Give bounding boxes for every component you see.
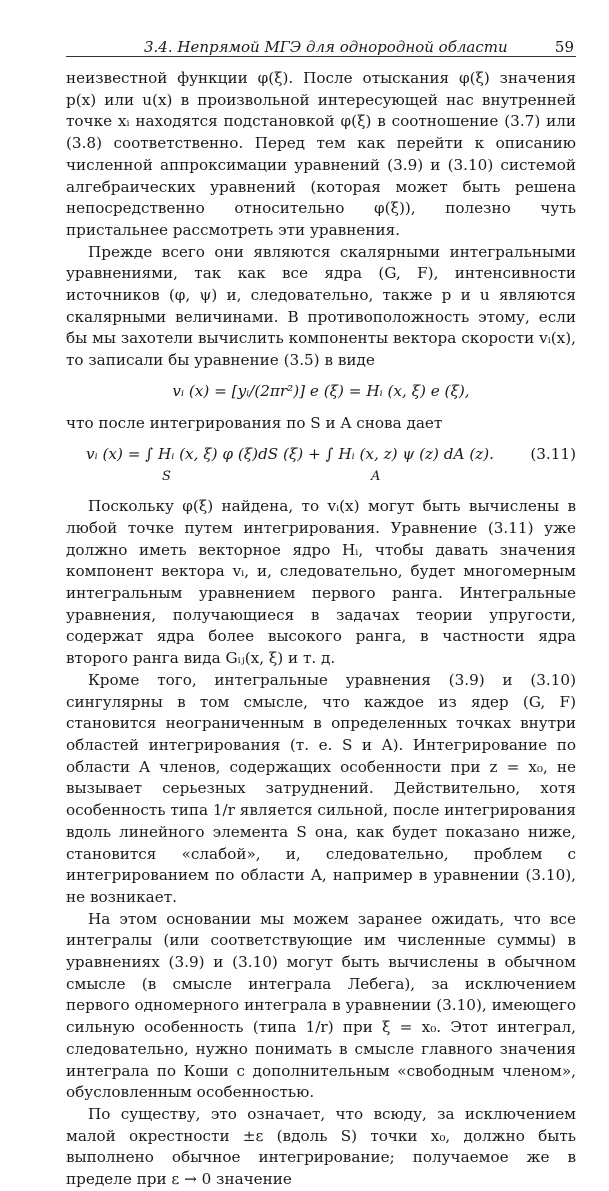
equation-3-11-body: vᵢ (x) = ∫ Hᵢ (x, ξ) φ (ξ)dS (ξ) + ∫ Hᵢ (x, z) ψ (z) dA (z). xyxy=(86,445,495,464)
equation-3-11 xyxy=(66,438,576,488)
equation-velocity: vᵢ (x) = [yᵢ/(2πr²)] e (ξ) = Hᵢ (x, ξ) e (ξ), xyxy=(172,381,470,400)
paragraph-1: неизвестной функции φ(ξ). После отыскания φ(ξ) значения p(x) или u(x) в произвольной интересующей нас внутренней точке xᵢ находятся подстановкой φ(ξ) в соотношение (3.7) или (3.8) соответственно. Перед тем как перейти к описанию численной аппроксимации уравнений (3.9) и (3.10) системой алгебраических уравнений (которая может быть решена непосредственно относительно φ(ξ)), полезно чуть пристальнее рассмотреть эти уравнения. xyxy=(66,69,576,239)
paragraph-2: Прежде всего они являются скалярными интегральными уравнениями, так как все ядра (G, F), интенсивности источников (φ, ψ) и, следовательно, также p и u являются скалярными величинами. В противоположность этому, если бы мы захотели вычислить компоненты вектора скорости vᵢ(x), то записали бы уравнение (3.5) в виде xyxy=(66,242,576,370)
running-header xyxy=(66,32,576,57)
paragraph-7: По существу, это означает, что всюду, за исключением малой окрестности ±ε (вдоль S) точки x₀, должно быть выполнено обычное интегрирование; получаемое же в пределе при ε → 0 значение xyxy=(66,1104,576,1189)
page-body xyxy=(66,68,576,1191)
paragraph-4: Поскольку φ(ξ) найдена, то vᵢ(x) могут быть вычислены в любой точке путем интегрирования. Уравнение (3.11) уже должно иметь векторное ядро Hᵢ, чтобы давать значения компонент вектора vᵢ, и, следовательно, будет многомерным интегральным уравнением первого ранга. Интегральные уравнения, получающиеся в задачах теории упругости, содержат ядра более высокого ранга, в частности ядра второго ранга вида Gᵢⱼ(x, ξ) и т. д. xyxy=(66,497,576,668)
section-title: 3.4. Непрямой МГЭ для однородной области xyxy=(144,38,508,56)
page-number: 59 xyxy=(554,38,574,56)
paragraph-5: Кроме того, интегральные уравнения (3.9) и (3.10) сингулярны в том смысле, что каждое из ядер (G, F) становится неограниченным в определенных точках внутри областей интегрирования (т. е. S и A). Интегрирование по области A членов, содержащих особенности при z = x₀, не вызывает серьезных затруднений. Действительно, хотя особенность типа 1/r является сильной, после интегрирования вдоль линейного элемента S она, как будет показано ниже, становится «слабой», и, следовательно, проблем с интегрированием по области A, например в уравнении (3.10), не возникает. xyxy=(66,670,576,906)
integral-subscript-s: S xyxy=(162,469,171,485)
integral-subscript-a: A xyxy=(371,469,381,485)
paragraph-3: что после интегрирования по S и A снова дает xyxy=(66,413,443,432)
paragraph-6: На этом основании мы можем заранее ожидать, что все интегралы (или соответствующие им численные суммы) в уравнениях (3.9) и (3.10) могут быть вычислены в обычном смысле (в смысле интеграла Лебега), за исключением первого одномерного интеграла в уравнении (3.10), имеющего сильную особенность (типа 1/r) при ξ = x₀. Этот интеграл, следовательно, нужно понимать в смысле главного значения интеграла по Коши с дополнительным «свободным членом», обусловленным особенностью. xyxy=(66,909,576,1102)
equation-number: (3.11) xyxy=(530,445,576,464)
